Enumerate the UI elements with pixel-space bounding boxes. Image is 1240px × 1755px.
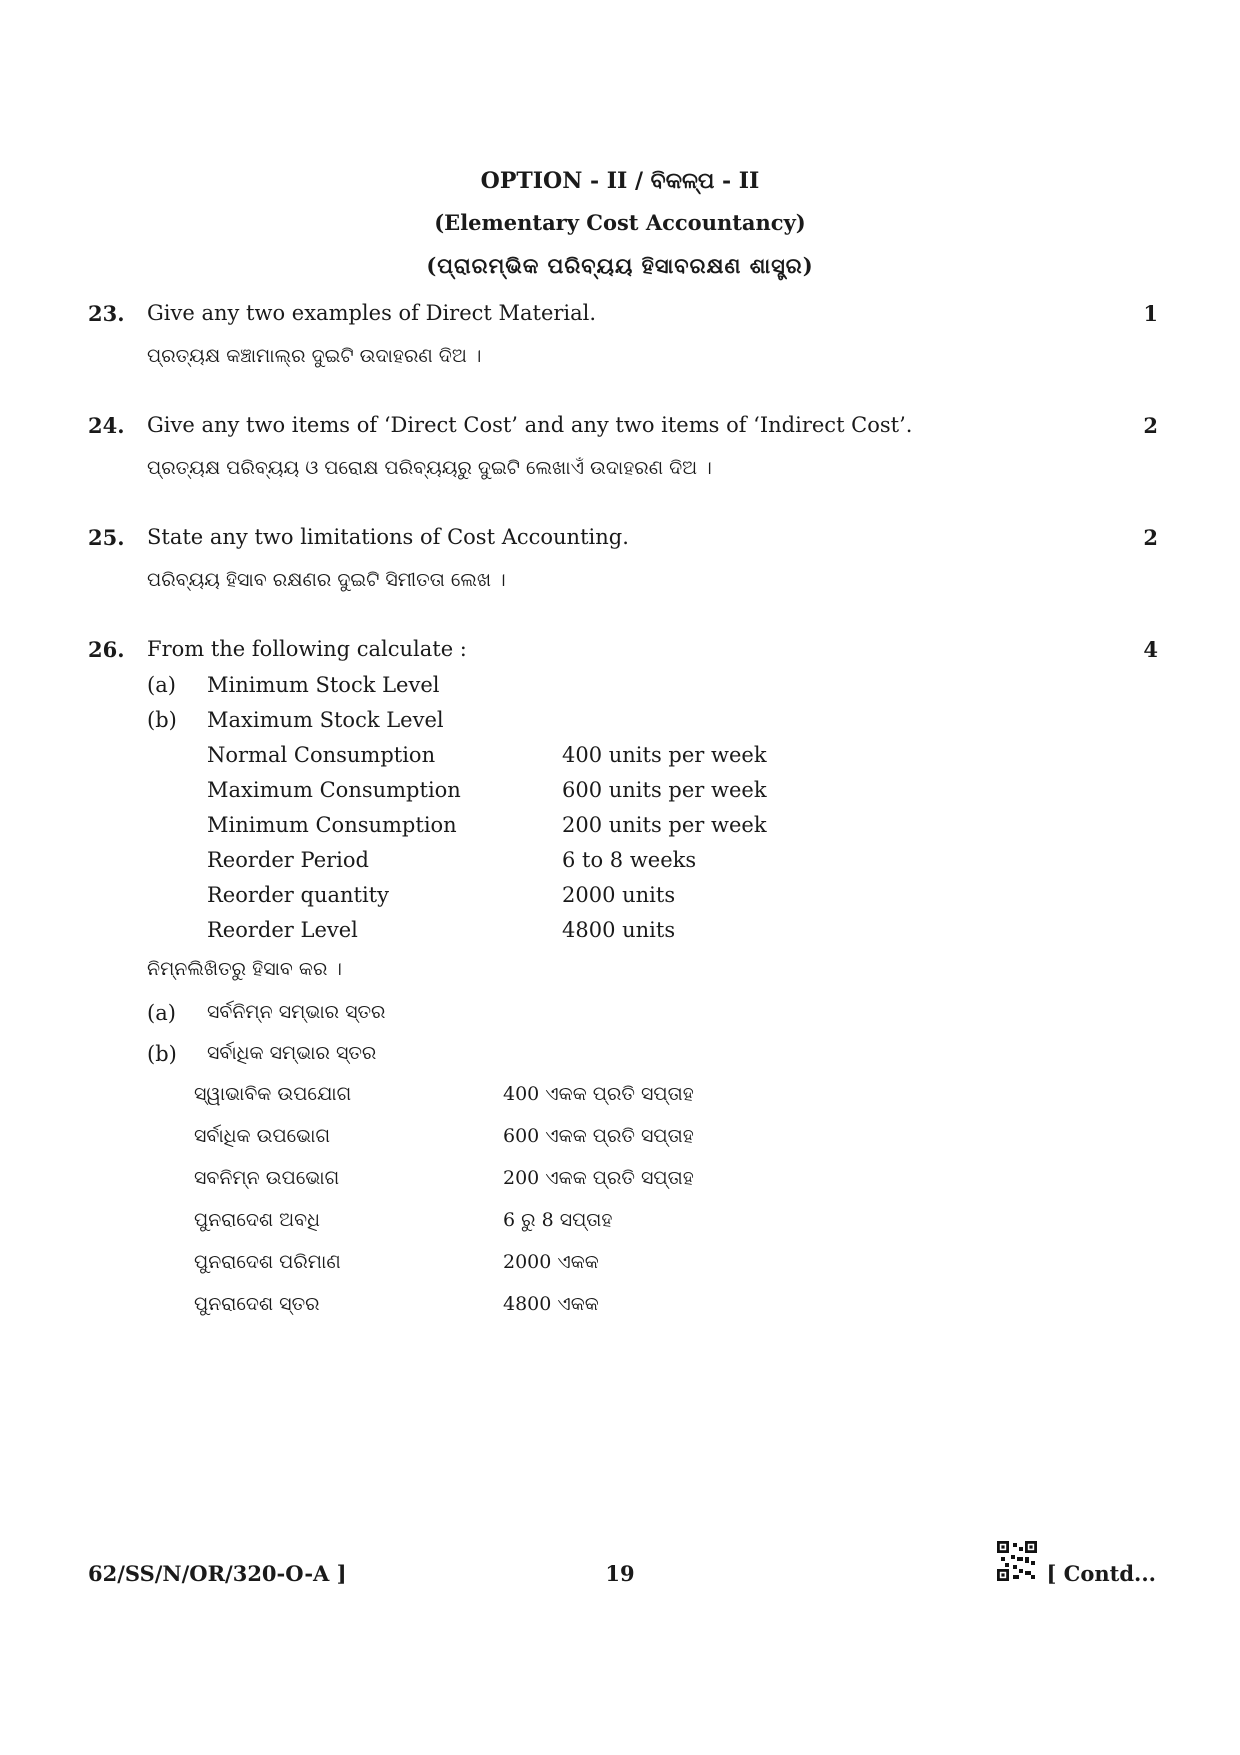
data-value: 2000 ଏକକ	[503, 1251, 599, 1273]
subject-title-en: (Elementary Cost Accountancy)	[434, 210, 806, 235]
question-marks: 2	[1143, 525, 1158, 550]
question-text-en: From the following calculate :	[147, 637, 467, 661]
data-key: ପୁନରାଦେଶ ସ୍ତର	[194, 1293, 320, 1315]
data-key: ପୁନରାଦେଶ ପରିମାଣ	[194, 1251, 341, 1273]
data-key: ସ୍ୱାଭାବିକ ଉପଯୋଗ	[194, 1083, 352, 1105]
sub-part-text: Maximum Stock Level	[207, 708, 444, 732]
question-marks: 1	[1143, 301, 1158, 326]
data-key: ପୁନରାଦେଶ ଅବଧି	[194, 1209, 320, 1231]
sub-part-label: (a)	[147, 673, 176, 697]
data-key: Normal Consumption	[207, 743, 436, 767]
question-number: 24.	[88, 413, 125, 438]
data-key: ସର୍ବାଧିକ ଉପଭୋଗ	[194, 1125, 331, 1147]
data-key: Minimum Consumption	[207, 813, 457, 837]
question-text-or: ପରିବ୍ୟୟ ହିସାବ ରକ୍ଷଣର ଦୁଇଟି ସିମୀତତା ଲେଖ ।	[147, 569, 506, 591]
data-value: 4800 ଏକକ	[503, 1293, 599, 1315]
question-number: 26.	[88, 637, 125, 662]
data-value: 600 units per week	[562, 778, 767, 802]
intro-text-or: ନିମ୍ନଲିଖିତରୁ ହିସାବ କର ।	[147, 958, 342, 980]
question-number: 25.	[88, 525, 125, 550]
data-key: Reorder Period	[207, 848, 369, 872]
data-value: 400 ଏକକ ପ୍ରତି ସପ୍ତାହ	[503, 1083, 694, 1105]
data-value: 6 to 8 weeks	[562, 848, 697, 872]
question-number: 23.	[88, 301, 125, 326]
question-marks: 2	[1143, 413, 1158, 438]
sub-part-label: (a)	[147, 1001, 176, 1025]
data-value: 6 ରୁ 8 ସପ୍ତାହ	[503, 1209, 613, 1231]
continued-label: [ Contd...	[1046, 1561, 1156, 1586]
question-text-or: ପ୍ରତ୍ୟକ୍ଷ କଞ୍ଚାମାଲ୍‌ର ଦୁଇଟି ଉଦାହରଣ ଦିଅ ।	[147, 345, 482, 367]
question-text-en: Give any two items of ‘Direct Cost’ and any two items of ‘Indirect Cost’.	[147, 413, 913, 437]
qr-code-icon	[997, 1541, 1037, 1581]
data-value: 4800 units	[562, 918, 676, 942]
data-key: ସବନିମ୍ନ ଉପଭୋଗ	[194, 1167, 340, 1189]
sub-part-label: (b)	[147, 1042, 177, 1066]
data-value: 2000 units	[562, 883, 676, 907]
sub-part-text: ସର୍ବନିମ୍ନ ସମ୍ଭାର ସ୍ତର	[207, 1001, 386, 1023]
subject-title-or: (ପ୍ରାରମ୍ଭିକ ପରିବ୍ୟୟ ହିସାବରକ୍ଷଣ ଶାସ୍ତ୍ର)	[426, 253, 814, 278]
data-value: 200 ଏକକ ପ୍ରତି ସପ୍ତାହ	[503, 1167, 694, 1189]
question-text-en: Give any two examples of Direct Material.	[147, 301, 597, 325]
sub-part-label: (b)	[147, 708, 177, 732]
question-marks: 4	[1143, 637, 1158, 662]
question-text-or: ପ୍ରତ୍ୟକ୍ଷ ପରିବ୍ୟୟ ଓ ପରୋକ୍ଷ ପରିବ୍ୟୟରୁ ଦୁଇଟି ଲେଖାଏଁ ଉଦାହରଣ ଦିଅ ।	[147, 457, 712, 479]
sub-part-text: Minimum Stock Level	[207, 673, 440, 697]
data-key: Reorder quantity	[207, 883, 389, 907]
data-key: Maximum Consumption	[207, 778, 461, 802]
sub-part-text: ସର୍ବାଧିକ ସମ୍ଭାର ସ୍ତର	[207, 1042, 377, 1064]
data-value: 400 units per week	[562, 743, 767, 767]
data-value: 600 ଏକକ ପ୍ରତି ସପ୍ତାହ	[503, 1125, 694, 1147]
question-text-en: State any two limitations of Cost Accounting.	[147, 525, 629, 549]
paper-code: 62/SS/N/OR/320-O-A ]	[88, 1561, 347, 1586]
option-title: OPTION - II / ବିକଳ୍ପ - II	[480, 168, 760, 194]
data-value: 200 units per week	[562, 813, 767, 837]
data-key: Reorder Level	[207, 918, 358, 942]
page-number: 19	[605, 1561, 635, 1586]
